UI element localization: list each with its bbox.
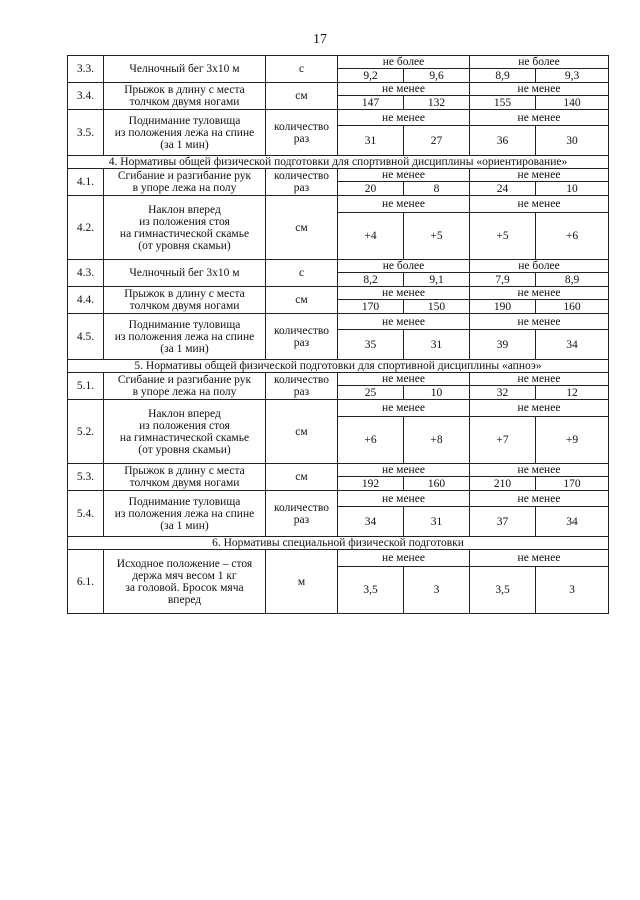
exercise-line: Поднимание туловища <box>128 318 241 331</box>
unit-of-measure <box>266 110 338 156</box>
unit-line: раз <box>293 182 310 194</box>
standard-value: +7 <box>470 417 536 464</box>
item-number: 5.4. <box>68 491 104 537</box>
unit-of-measure <box>266 314 338 360</box>
condition-label: не менее <box>338 287 470 300</box>
condition-label: не менее <box>470 169 609 182</box>
unit-of-measure <box>266 464 338 491</box>
exercise-line: из положения стоя <box>139 215 230 228</box>
standard-value: 170 <box>536 477 609 491</box>
exercise-line: Наклон вперед <box>148 407 221 420</box>
standard-value: 192 <box>338 477 404 491</box>
standard-value: 37 <box>470 507 536 537</box>
exercise-line: вперед <box>167 593 202 606</box>
table-row <box>68 56 609 69</box>
unit-line: количество <box>274 324 329 337</box>
standard-value: 39 <box>470 330 536 360</box>
item-number: 4.2. <box>68 196 104 260</box>
item-number: 4.4. <box>68 287 104 314</box>
table-row <box>68 196 609 213</box>
exercise-name <box>104 550 266 614</box>
item-number: 3.4. <box>68 83 104 110</box>
exercise-line: Прыжок в длину с места <box>124 84 245 96</box>
standard-value: 7,9 <box>470 273 536 287</box>
exercise-line: за головой. Бросок мяча <box>125 581 244 594</box>
standards-table-body <box>68 56 609 614</box>
condition-label: не менее <box>470 83 609 96</box>
unit-line: раз <box>293 132 310 145</box>
condition-label: не менее <box>338 314 470 330</box>
standard-value: 10 <box>404 386 470 400</box>
exercise-line: (за 1 мин) <box>160 342 209 355</box>
exercise-name <box>104 491 266 537</box>
exercise-name <box>104 260 266 287</box>
condition-label: не более <box>338 56 470 69</box>
exercise-line: на гимнастической скамье <box>119 431 250 444</box>
condition-label: не менее <box>338 83 470 96</box>
section-row <box>68 537 609 550</box>
standard-value: 9,2 <box>338 69 404 83</box>
section-title: 4. Нормативы общей физической подготовки для спортивной дисциплины «ориентирование» <box>68 156 609 169</box>
unit-of-measure <box>266 550 338 614</box>
exercise-line: (от уровня скамьи) <box>138 239 231 252</box>
condition-label: не менее <box>338 550 470 567</box>
unit-line: количество <box>274 501 329 514</box>
exercise-line: Сгибание и разгибание рук <box>117 374 252 386</box>
exercise-line: Челночный бег 3х10 м <box>129 63 240 75</box>
standard-value: 34 <box>536 507 609 537</box>
condition-label: не менее <box>470 373 609 386</box>
section-title: 5. Нормативы общей физической подготовки для спортивной дисциплины «апноэ» <box>68 360 609 373</box>
item-number: 3.5. <box>68 110 104 156</box>
condition-label: не менее <box>470 400 609 417</box>
exercise-line: на гимнастической скамье <box>119 227 250 240</box>
exercise-name <box>104 83 266 110</box>
unit-of-measure <box>266 373 338 400</box>
exercise-line: из положения лежа на спине <box>114 126 255 139</box>
standards-table <box>67 55 609 614</box>
standard-value: 150 <box>404 300 470 314</box>
exercise-name <box>104 287 266 314</box>
exercise-line: Прыжок в длину с места <box>124 465 245 477</box>
standard-value: 160 <box>536 300 609 314</box>
standard-value: 30 <box>536 126 609 156</box>
item-number: 5.3. <box>68 464 104 491</box>
exercise-line: толчком двумя ногами <box>129 96 240 108</box>
table-row <box>68 169 609 182</box>
table-row <box>68 83 609 96</box>
table-row <box>68 287 609 300</box>
unit-of-measure <box>266 56 338 83</box>
standard-value: 10 <box>536 182 609 196</box>
condition-label: не менее <box>338 110 470 126</box>
condition-label: не менее <box>470 491 609 507</box>
standard-value: 140 <box>536 96 609 110</box>
standard-value: 160 <box>404 477 470 491</box>
exercise-line: в упоре лежа на полу <box>132 386 237 398</box>
table-row <box>68 491 609 507</box>
standard-value: +5 <box>404 213 470 260</box>
exercise-line: держа мяч весом 1 кг <box>132 569 237 582</box>
standard-value: +9 <box>536 417 609 464</box>
exercise-line: (от уровня скамьи) <box>138 443 231 456</box>
unit-line: м <box>297 575 306 588</box>
unit-line: см <box>295 471 308 483</box>
unit-line: с <box>298 63 305 75</box>
exercise-line: из положения стоя <box>139 419 230 432</box>
unit-line: количество <box>274 170 329 182</box>
unit-line: см <box>295 90 308 102</box>
section-row <box>68 360 609 373</box>
unit-line: с <box>298 267 305 279</box>
exercise-line: толчком двумя ногами <box>129 477 240 489</box>
condition-label: не более <box>470 56 609 69</box>
condition-label: не менее <box>338 196 470 213</box>
condition-label: не менее <box>470 110 609 126</box>
standard-value: 8,2 <box>338 273 404 287</box>
exercise-name <box>104 56 266 83</box>
exercise-line: Челночный бег 3х10 м <box>129 267 240 279</box>
standard-value: 8 <box>404 182 470 196</box>
condition-label: не менее <box>338 400 470 417</box>
table-row <box>68 260 609 273</box>
exercise-name <box>104 314 266 360</box>
standard-value: 190 <box>470 300 536 314</box>
exercise-line: в упоре лежа на полу <box>132 182 237 194</box>
unit-of-measure <box>266 491 338 537</box>
item-number: 4.5. <box>68 314 104 360</box>
table-row <box>68 550 609 567</box>
standard-value: 3 <box>404 567 470 614</box>
standard-value: 170 <box>338 300 404 314</box>
condition-label: не менее <box>338 491 470 507</box>
exercise-name <box>104 373 266 400</box>
item-number: 5.2. <box>68 400 104 464</box>
condition-label: не более <box>338 260 470 273</box>
unit-of-measure <box>266 169 338 196</box>
standard-value: 9,1 <box>404 273 470 287</box>
standard-value: 3,5 <box>470 567 536 614</box>
condition-label: не менее <box>470 196 609 213</box>
standard-value: 9,3 <box>536 69 609 83</box>
exercise-name <box>104 196 266 260</box>
condition-label: не более <box>470 260 609 273</box>
standard-value: +5 <box>470 213 536 260</box>
exercise-name <box>104 110 266 156</box>
standard-value: 20 <box>338 182 404 196</box>
item-number: 3.3. <box>68 56 104 83</box>
exercise-name <box>104 464 266 491</box>
item-number: 4.3. <box>68 260 104 287</box>
standard-value: 132 <box>404 96 470 110</box>
standard-value: 31 <box>404 330 470 360</box>
unit-line: см <box>295 221 308 234</box>
unit-line: раз <box>293 336 310 349</box>
unit-of-measure <box>266 287 338 314</box>
standard-value: +6 <box>536 213 609 260</box>
standard-value: 3 <box>536 567 609 614</box>
standard-value: 32 <box>470 386 536 400</box>
page-number: 17 <box>313 32 327 47</box>
unit-line: количество <box>274 120 329 133</box>
item-number: 6.1. <box>68 550 104 614</box>
standard-value: +4 <box>338 213 404 260</box>
standard-value: +8 <box>404 417 470 464</box>
exercise-name <box>104 400 266 464</box>
standard-value: 31 <box>338 126 404 156</box>
standard-value: 36 <box>470 126 536 156</box>
standard-value: 34 <box>536 330 609 360</box>
exercise-line: толчком двумя ногами <box>129 300 240 312</box>
exercise-line: Поднимание туловища <box>128 114 241 127</box>
condition-label: не менее <box>338 169 470 182</box>
standard-value: 24 <box>470 182 536 196</box>
standard-value: 9,6 <box>404 69 470 83</box>
exercise-line: из положения лежа на спине <box>114 507 255 520</box>
standard-value: 155 <box>470 96 536 110</box>
unit-of-measure <box>266 400 338 464</box>
unit-line: раз <box>293 386 310 398</box>
unit-line: количество <box>274 374 329 386</box>
section-title: 6. Нормативы специальной физической подготовки <box>68 537 609 550</box>
condition-label: не менее <box>470 464 609 477</box>
standard-value: 147 <box>338 96 404 110</box>
table-row <box>68 110 609 126</box>
exercise-line: (за 1 мин) <box>160 138 209 151</box>
condition-label: не менее <box>470 550 609 567</box>
standard-value: 27 <box>404 126 470 156</box>
exercise-line: Исходное положение – стоя <box>116 557 253 570</box>
condition-label: не менее <box>470 314 609 330</box>
table-row <box>68 373 609 386</box>
unit-of-measure <box>266 196 338 260</box>
unit-of-measure <box>266 83 338 110</box>
standard-value: 35 <box>338 330 404 360</box>
exercise-line: Поднимание туловища <box>128 495 241 508</box>
section-row <box>68 156 609 169</box>
standard-value: 210 <box>470 477 536 491</box>
standard-value: 31 <box>404 507 470 537</box>
standard-value: 12 <box>536 386 609 400</box>
table-row <box>68 400 609 417</box>
standard-value: +6 <box>338 417 404 464</box>
exercise-name <box>104 169 266 196</box>
standard-value: 3,5 <box>338 567 404 614</box>
exercise-line: Прыжок в длину с места <box>124 288 245 300</box>
unit-line: см <box>295 425 308 438</box>
condition-label: не менее <box>470 287 609 300</box>
standard-value: 8,9 <box>470 69 536 83</box>
condition-label: не менее <box>338 464 470 477</box>
unit-line: см <box>295 294 308 306</box>
exercise-line: из положения лежа на спине <box>114 330 255 343</box>
condition-label: не менее <box>338 373 470 386</box>
exercise-line: Сгибание и разгибание рук <box>117 170 252 182</box>
standard-value: 34 <box>338 507 404 537</box>
item-number: 4.1. <box>68 169 104 196</box>
table-row <box>68 464 609 477</box>
table-row <box>68 314 609 330</box>
exercise-line: (за 1 мин) <box>160 519 209 532</box>
item-number: 5.1. <box>68 373 104 400</box>
standard-value: 25 <box>338 386 404 400</box>
standard-value: 8,9 <box>536 273 609 287</box>
unit-line: раз <box>293 513 310 526</box>
exercise-line: Наклон вперед <box>148 203 221 216</box>
unit-of-measure <box>266 260 338 287</box>
